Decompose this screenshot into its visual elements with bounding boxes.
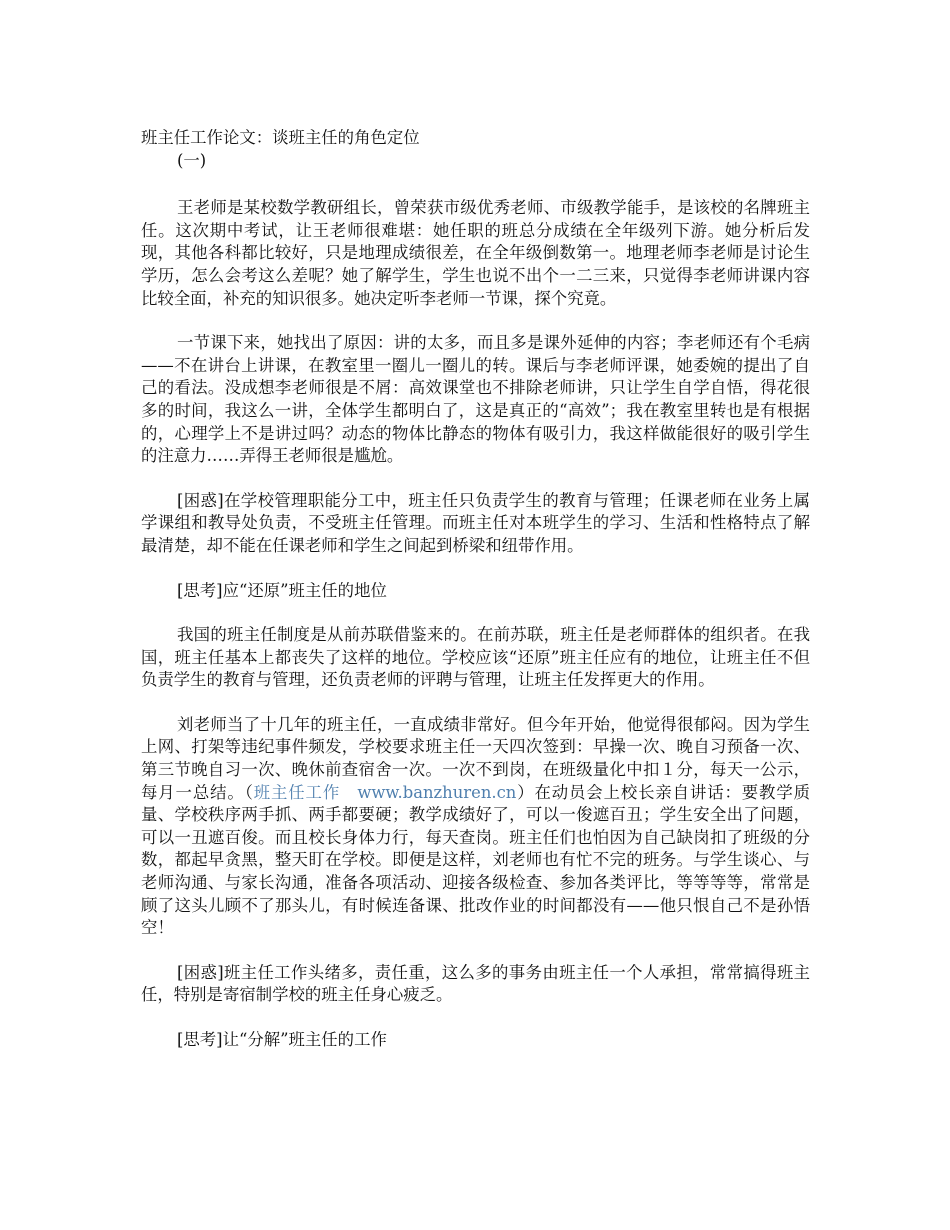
paragraph-wang-intro: 王老师是某校数学教研组长，曾荣获市级优秀老师、市级教学能手，是该校的名牌班主任。这次期中考试，让王老师很难堪：她任职的班总分成绩在全年级列下游。她分析后发现，其他各科都比较好，只是地理成绩很差，在全年级倒数第一。地理老师李老师是讨论生学历，怎么会考这么差呢？她了解学生，学生也说不出个一二三来，只觉得李老师讲课内容比较全面，补充的知识很多。她决定听李老师一节课，探个究竟。: [141, 198, 810, 308]
paragraph-liu-text-after: ）在动员会上校长亲自讲话：要教学质量、学校秩序两手抓、两手都要硬；教学成绩好了，可以一俊遮百丑；学生安全出了问题，可以一丑遮百俊。而且校长身体力行，每天查岗。班主任们也怕因为自己缺岗扣了班级的分数，都起早贪黑，整天盯在学校。即便是这样，刘老师也有忙不完的班务。与学生谈心、与老师沟通、与家长沟通，准备各项活动、迎接各级检查、参加各类评比，等等等等，常常是顾了这头儿顾不了那头儿，有时候连备课、批改作业的时间都没有——他只恨自己不是孙悟空！: [141, 782, 810, 938]
document-body: [141, 127, 810, 1052]
document-title: 班主任工作论文：谈班主任的角色定位: [141, 128, 420, 147]
paragraph-thinking-2: [思考]让“分解”班主任的工作: [177, 1030, 387, 1049]
paragraph-lesson-observation: 一节课下来，她找出了原因：讲的太多，而且多是课外延伸的内容；李老师还有个毛病——不在讲台上讲课，在教室里一圈儿一圈儿的转。课后与李老师评课，她委婉的提出了自己的看法。没成想李老师很是不屑：高效课堂也不排除老师讲，只让学生自学自悟，得花很多的时间，我这么一讲，全体学生都明白了，这是真正的“高效”；我在教室里转也是有根据的，心理学上不是讲过吗？动态的物体比静态的物体有吸引力，我这样做能很好的吸引学生的注意力……弄得王老师很是尴尬。: [141, 333, 810, 466]
paragraph-confusion-2: [困惑]班主任工作头绪多，责任重，这么多的事务由班主任一个人承担，常常搞得班主任，特别是寄宿制学校的班主任身心疲乏。: [141, 962, 810, 1005]
paragraph-liu: [141, 714, 810, 940]
paragraph-soviet-system: 我国的班主任制度是从前苏联借鉴来的。在前苏联，班主任是老师群体的组织者。在我国，班主任基本上都丧失了这样的地位。学校应该“还原”班主任应有的地位，让班主任不但负责学生的教育与管理，还负责老师的评聘与管理，让班主任发挥更大的作用。: [141, 625, 810, 690]
paragraph-confusion-1: [困惑]在学校管理职能分工中，班主任只负责学生的教育与管理；任课老师在业务上属学课组和教导处负责，不受班主任管理。而班主任对本班学生的学习、生活和性格特点了解最清楚，却不能在任课老师和学生之间起到桥梁和纽带作用。: [141, 490, 810, 555]
paragraph-liu-text-before: 刘老师当了十几年的班主任，一直成绩非常好。但今年开始，他觉得很郁闷。因为学生上网、打架等违纪事件频发，学校要求班主任一天四次签到：早操一次、晚自习预备一次、第三节晚自习一次、晚休前查宿舍一次。一次不到岗，在班级量化中扣１分，每天一公示，每月一总结。（: [141, 714, 810, 802]
paragraph-thinking-1: [思考]应“还原”班主任的地位: [177, 580, 387, 600]
section-label: (一): [177, 150, 207, 170]
banzhuren-link[interactable]: 班主任工作 www.banzhuren.cn: [253, 782, 517, 802]
